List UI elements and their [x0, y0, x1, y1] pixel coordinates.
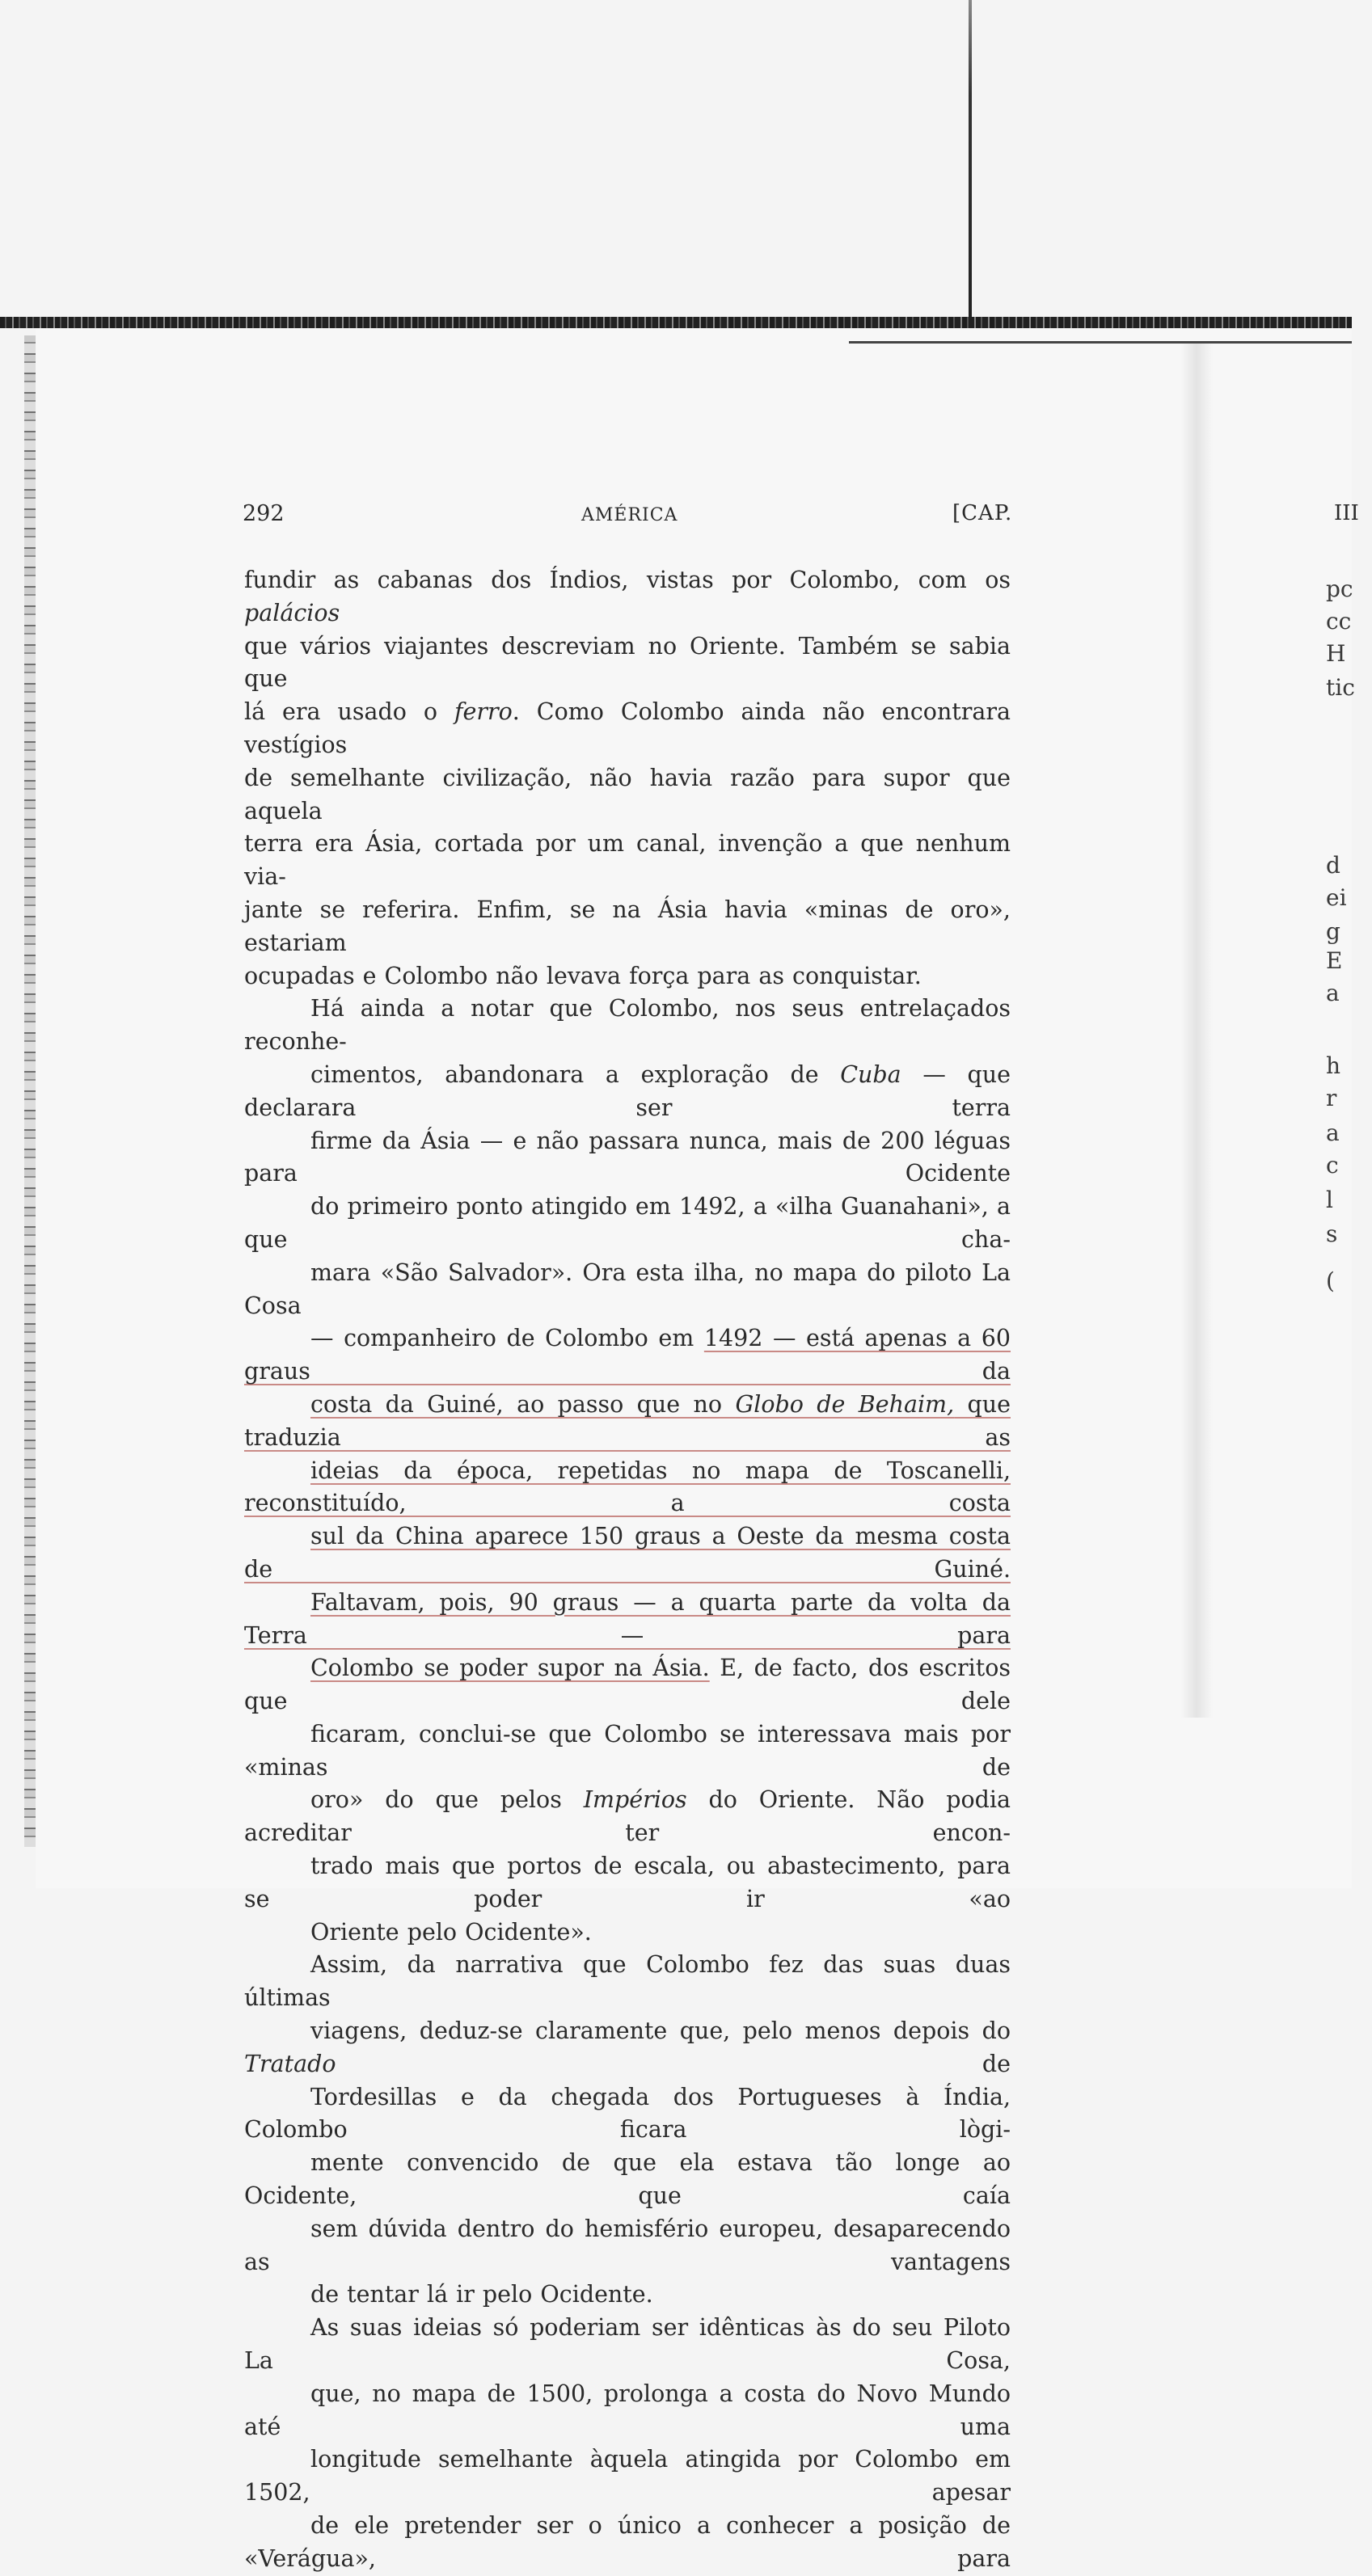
- text-run: firme da Ásia — e não passara nunca, mais de 200 léguas para Ocidente: [244, 1127, 1011, 1187]
- text-line: [244, 2312, 1011, 2378]
- chapter-mark: [CAP.: [952, 501, 1013, 525]
- text-line: [244, 2443, 1011, 2510]
- text-run: de semelhante civilização, não havia razão para supor que aquela: [244, 764, 1011, 824]
- text-line: [244, 630, 1011, 697]
- adjacent-page-fragments: [1326, 0, 1372, 1896]
- adjacent-page-fragment: a: [1326, 980, 1340, 1006]
- text-run: de tentar lá ir pelo Ocidente.: [310, 2281, 653, 2308]
- adjacent-page-fragment: (: [1326, 1267, 1335, 1294]
- text-run: do primeiro ponto atingido em 1492, a «ilha Guanahani», a que cha-: [244, 1193, 1011, 1253]
- text-line: [244, 1059, 1011, 1125]
- text-line: [244, 2378, 1011, 2444]
- text-line: [244, 993, 1011, 1059]
- text-run: que vários viajantes descreviam no Oriente. Também se sabia que: [244, 632, 1011, 693]
- pencil-underline: 1492 — está apenas a 60 graus da: [244, 1325, 1011, 1385]
- text-line: [244, 762, 1011, 828]
- text-run: mente convencido de que ela estava tão longe ao Ocidente, que caía: [244, 2149, 1011, 2210]
- text-line: [244, 2015, 1011, 2081]
- text-line: [244, 1916, 1011, 1950]
- adjacent-page-fragment: d: [1326, 852, 1340, 879]
- text-run: fundir as cabanas dos Índios, vistas por Colombo, com os palácios: [244, 567, 1011, 626]
- text-run: mara «São Salvador». Ora esta ilha, no mapa do piloto La Cosa: [244, 1258, 1011, 1319]
- text-line: [244, 1652, 1011, 1718]
- adjacent-page-fragment: a: [1326, 1119, 1340, 1146]
- adjacent-page-fragment: g: [1326, 918, 1340, 945]
- text-line: [244, 696, 1011, 762]
- text-line: [244, 1125, 1011, 1191]
- paragraph-3: [244, 1949, 1011, 2312]
- text-line: [244, 2510, 1011, 2576]
- book-gutter-edge: [24, 335, 36, 1847]
- text-line: [244, 2081, 1011, 2148]
- text-run: ficaram, conclui-se que Colombo se interessava mais por «minas de: [244, 1720, 1011, 1781]
- paragraph-2: [244, 993, 1011, 1949]
- adjacent-page-fragment: h: [1326, 1052, 1341, 1079]
- text-line: [244, 1520, 1011, 1587]
- pencil-underline: Faltavam, pois, 90 graus — a quarta parte da volta da Terra — para: [244, 1588, 1011, 1649]
- text-run: Oriente pelo Ocidente».: [310, 1918, 592, 1946]
- text-run: longitude semelhante àquela atingida por Colombo em 1502, apesar: [244, 2446, 1011, 2506]
- text-run: trado mais que portos de escala, ou abastecimento, para se poder ir «ao: [244, 1853, 1011, 1912]
- text-line: [244, 960, 1011, 993]
- text-line: [244, 2147, 1011, 2213]
- running-title: AMÉRICA: [581, 505, 678, 525]
- text-run: E, de facto, dos escritos que dele: [244, 1655, 1011, 1715]
- text-run: lá era usado o ferro. Como Colombo ainda não encontrara vestígios: [244, 698, 1011, 758]
- text-run: ocupadas e Colombo não levava força para as conquistar.: [244, 962, 922, 989]
- text-run: que, no mapa de 1500, prolonga a costa do Novo Mundo até uma: [244, 2380, 1011, 2440]
- text-line: [244, 1949, 1011, 2015]
- pencil-underline: Colombo se poder supor na Ásia.: [310, 1655, 710, 1682]
- text-line: [244, 1191, 1011, 1257]
- pencil-underline: sul da China aparece 150 graus a Oeste da mesma costa de Guiné.: [244, 1523, 1011, 1583]
- text-line: [244, 894, 1011, 960]
- scan-artifact-line: [849, 341, 1352, 344]
- text-run: de ele pretender ser o único a conhecer a posição de «Verágua», para: [244, 2512, 1011, 2572]
- adjacent-page-fragment: E: [1326, 947, 1343, 974]
- text-run: viagens, deduz-se claramente que, pelo menos depois do Tratado de: [244, 2017, 1011, 2077]
- text-line: [244, 2279, 1011, 2312]
- paragraph-1: [244, 564, 1011, 993]
- text-run: cimentos, abandonara a exploração de Cuba — que declarara ser terra: [244, 1060, 1011, 1121]
- adjacent-page-fragment: s: [1326, 1221, 1338, 1247]
- text-line: [244, 1322, 1011, 1389]
- text-run: sem dúvida dentro do hemisfério europeu, desaparecendo as vantagens: [244, 2215, 1011, 2275]
- text-line: [244, 1455, 1011, 1521]
- text-run: jante se referira. Enfim, se na Ásia havia «minas de oro», estariam: [244, 896, 1011, 956]
- pencil-underline: ideias da época, repetidas no mapa de Toscanelli, reconstituído, a costa: [244, 1457, 1011, 1517]
- text-run: terra era Ásia, cortada por um canal, invenção a que nenhum via-: [244, 830, 1011, 891]
- body-text: [244, 564, 1011, 2576]
- page-number: 292: [243, 501, 285, 526]
- text-line: [244, 1718, 1011, 1785]
- text-line: [244, 564, 1011, 630]
- text-run: As suas ideias só poderiam ser idênticas às do seu Piloto La Cosa,: [244, 2314, 1011, 2375]
- adjacent-page-fragment: H: [1326, 640, 1346, 667]
- adjacent-page-fragment: c: [1326, 1152, 1339, 1178]
- adjacent-page-fragment: r: [1326, 1085, 1337, 1111]
- pencil-underline: costa da Guiné, ao passo que no Globo de Behaim, que traduzia as: [244, 1390, 1011, 1451]
- paragraph-4: [244, 2312, 1011, 2575]
- text-line: [244, 1784, 1011, 1850]
- text-line: [244, 2213, 1011, 2279]
- text-line: [244, 828, 1011, 894]
- adjacent-page-fragment: pc: [1326, 575, 1353, 602]
- text-line: [244, 1587, 1011, 1653]
- text-line: [244, 1257, 1011, 1323]
- scan-crease: [969, 0, 972, 317]
- page-fold-shadow: [1180, 344, 1213, 1718]
- running-header: [0, 501, 1372, 533]
- text-line: [244, 1389, 1011, 1455]
- text-run: Há ainda a notar que Colombo, nos seus entrelaçados reconhe-: [244, 995, 1011, 1056]
- text-run: Assim, da narrativa que Colombo fez das suas duas últimas: [244, 1951, 1011, 2012]
- text-line: [244, 1850, 1011, 1916]
- text-run: oro» do que pelos Impérios do Oriente. Não podia acreditar ter encon-: [244, 1786, 1011, 1847]
- text-run: Tordesillas e da chegada dos Portugueses à Índia, Colombo ficara lògi-: [244, 2083, 1011, 2144]
- adjacent-page-fragment: ei: [1326, 884, 1347, 911]
- adjacent-page-fragment: cc: [1326, 608, 1352, 635]
- text-run: — companheiro de Colombo em: [310, 1325, 704, 1352]
- adjacent-page-header: III: [1334, 501, 1359, 525]
- adjacent-page-fragment: tic: [1326, 674, 1355, 701]
- adjacent-page-fragment: l: [1326, 1187, 1333, 1213]
- scan-artifact-band: [0, 317, 1352, 328]
